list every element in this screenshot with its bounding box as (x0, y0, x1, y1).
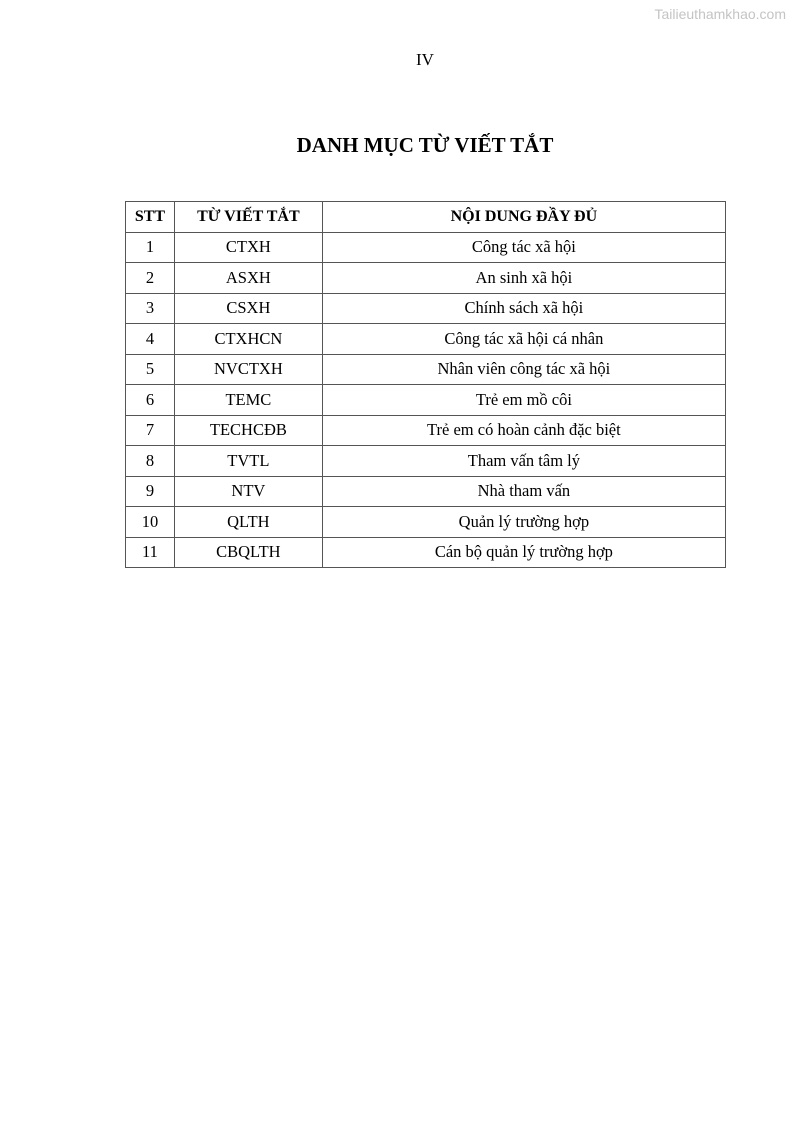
cell-full-content: Công tác xã hội cá nhân (322, 324, 725, 355)
table-row (126, 507, 726, 538)
table-row (126, 232, 726, 263)
table-header-row (126, 202, 726, 233)
cell-stt: 8 (126, 446, 175, 477)
cell-full-content: Chính sách xã hội (322, 293, 725, 324)
cell-full-content: Tham vấn tâm lý (322, 446, 725, 477)
cell-stt: 7 (126, 415, 175, 446)
watermark: Tailieuthamkhao.com (654, 6, 786, 22)
table-row (126, 385, 726, 416)
table-row (126, 537, 726, 568)
cell-stt: 1 (126, 232, 175, 263)
cell-full-content: Quản lý trường hợp (322, 507, 725, 538)
cell-full-content: Trẻ em mồ côi (322, 385, 725, 416)
cell-full-content: Nhân viên công tác xã hội (322, 354, 725, 385)
abbreviation-table (125, 201, 726, 568)
column-header-full-content: NỘI DUNG ĐẦY ĐỦ (322, 202, 725, 233)
table-row (126, 415, 726, 446)
cell-abbreviation: CSXH (174, 293, 322, 324)
cell-full-content: Công tác xã hội (322, 232, 725, 263)
cell-full-content: Nhà tham vấn (322, 476, 725, 507)
table-body (126, 232, 726, 568)
cell-abbreviation: TVTL (174, 446, 322, 477)
cell-abbreviation: ASXH (174, 263, 322, 294)
table-row (126, 354, 726, 385)
cell-abbreviation: CTXH (174, 232, 322, 263)
table-row (126, 324, 726, 355)
column-header-abbreviation: TỪ VIẾT TẮT (174, 202, 322, 233)
table-row (126, 446, 726, 477)
cell-stt: 11 (126, 537, 175, 568)
cell-abbreviation: QLTH (174, 507, 322, 538)
cell-stt: 3 (126, 293, 175, 324)
cell-stt: 2 (126, 263, 175, 294)
cell-abbreviation: TEMC (174, 385, 322, 416)
cell-stt: 10 (126, 507, 175, 538)
page-title: DANH MỤC TỪ VIẾT TẮT (296, 133, 554, 157)
cell-stt: 4 (126, 324, 175, 355)
cell-abbreviation: TECHCĐB (174, 415, 322, 446)
cell-stt: 5 (126, 354, 175, 385)
page-number: IV (416, 50, 434, 69)
column-header-stt: STT (126, 202, 175, 233)
cell-abbreviation: NVCTXH (174, 354, 322, 385)
table-row (126, 263, 726, 294)
cell-abbreviation: NTV (174, 476, 322, 507)
cell-stt: 6 (126, 385, 175, 416)
cell-full-content: Trẻ em có hoàn cảnh đặc biệt (322, 415, 725, 446)
table-row (126, 293, 726, 324)
cell-abbreviation: CTXHCN (174, 324, 322, 355)
cell-full-content: Cán bộ quản lý trường hợp (322, 537, 725, 568)
table-row (126, 476, 726, 507)
cell-abbreviation: CBQLTH (174, 537, 322, 568)
cell-stt: 9 (126, 476, 175, 507)
cell-full-content: An sinh xã hội (322, 263, 725, 294)
